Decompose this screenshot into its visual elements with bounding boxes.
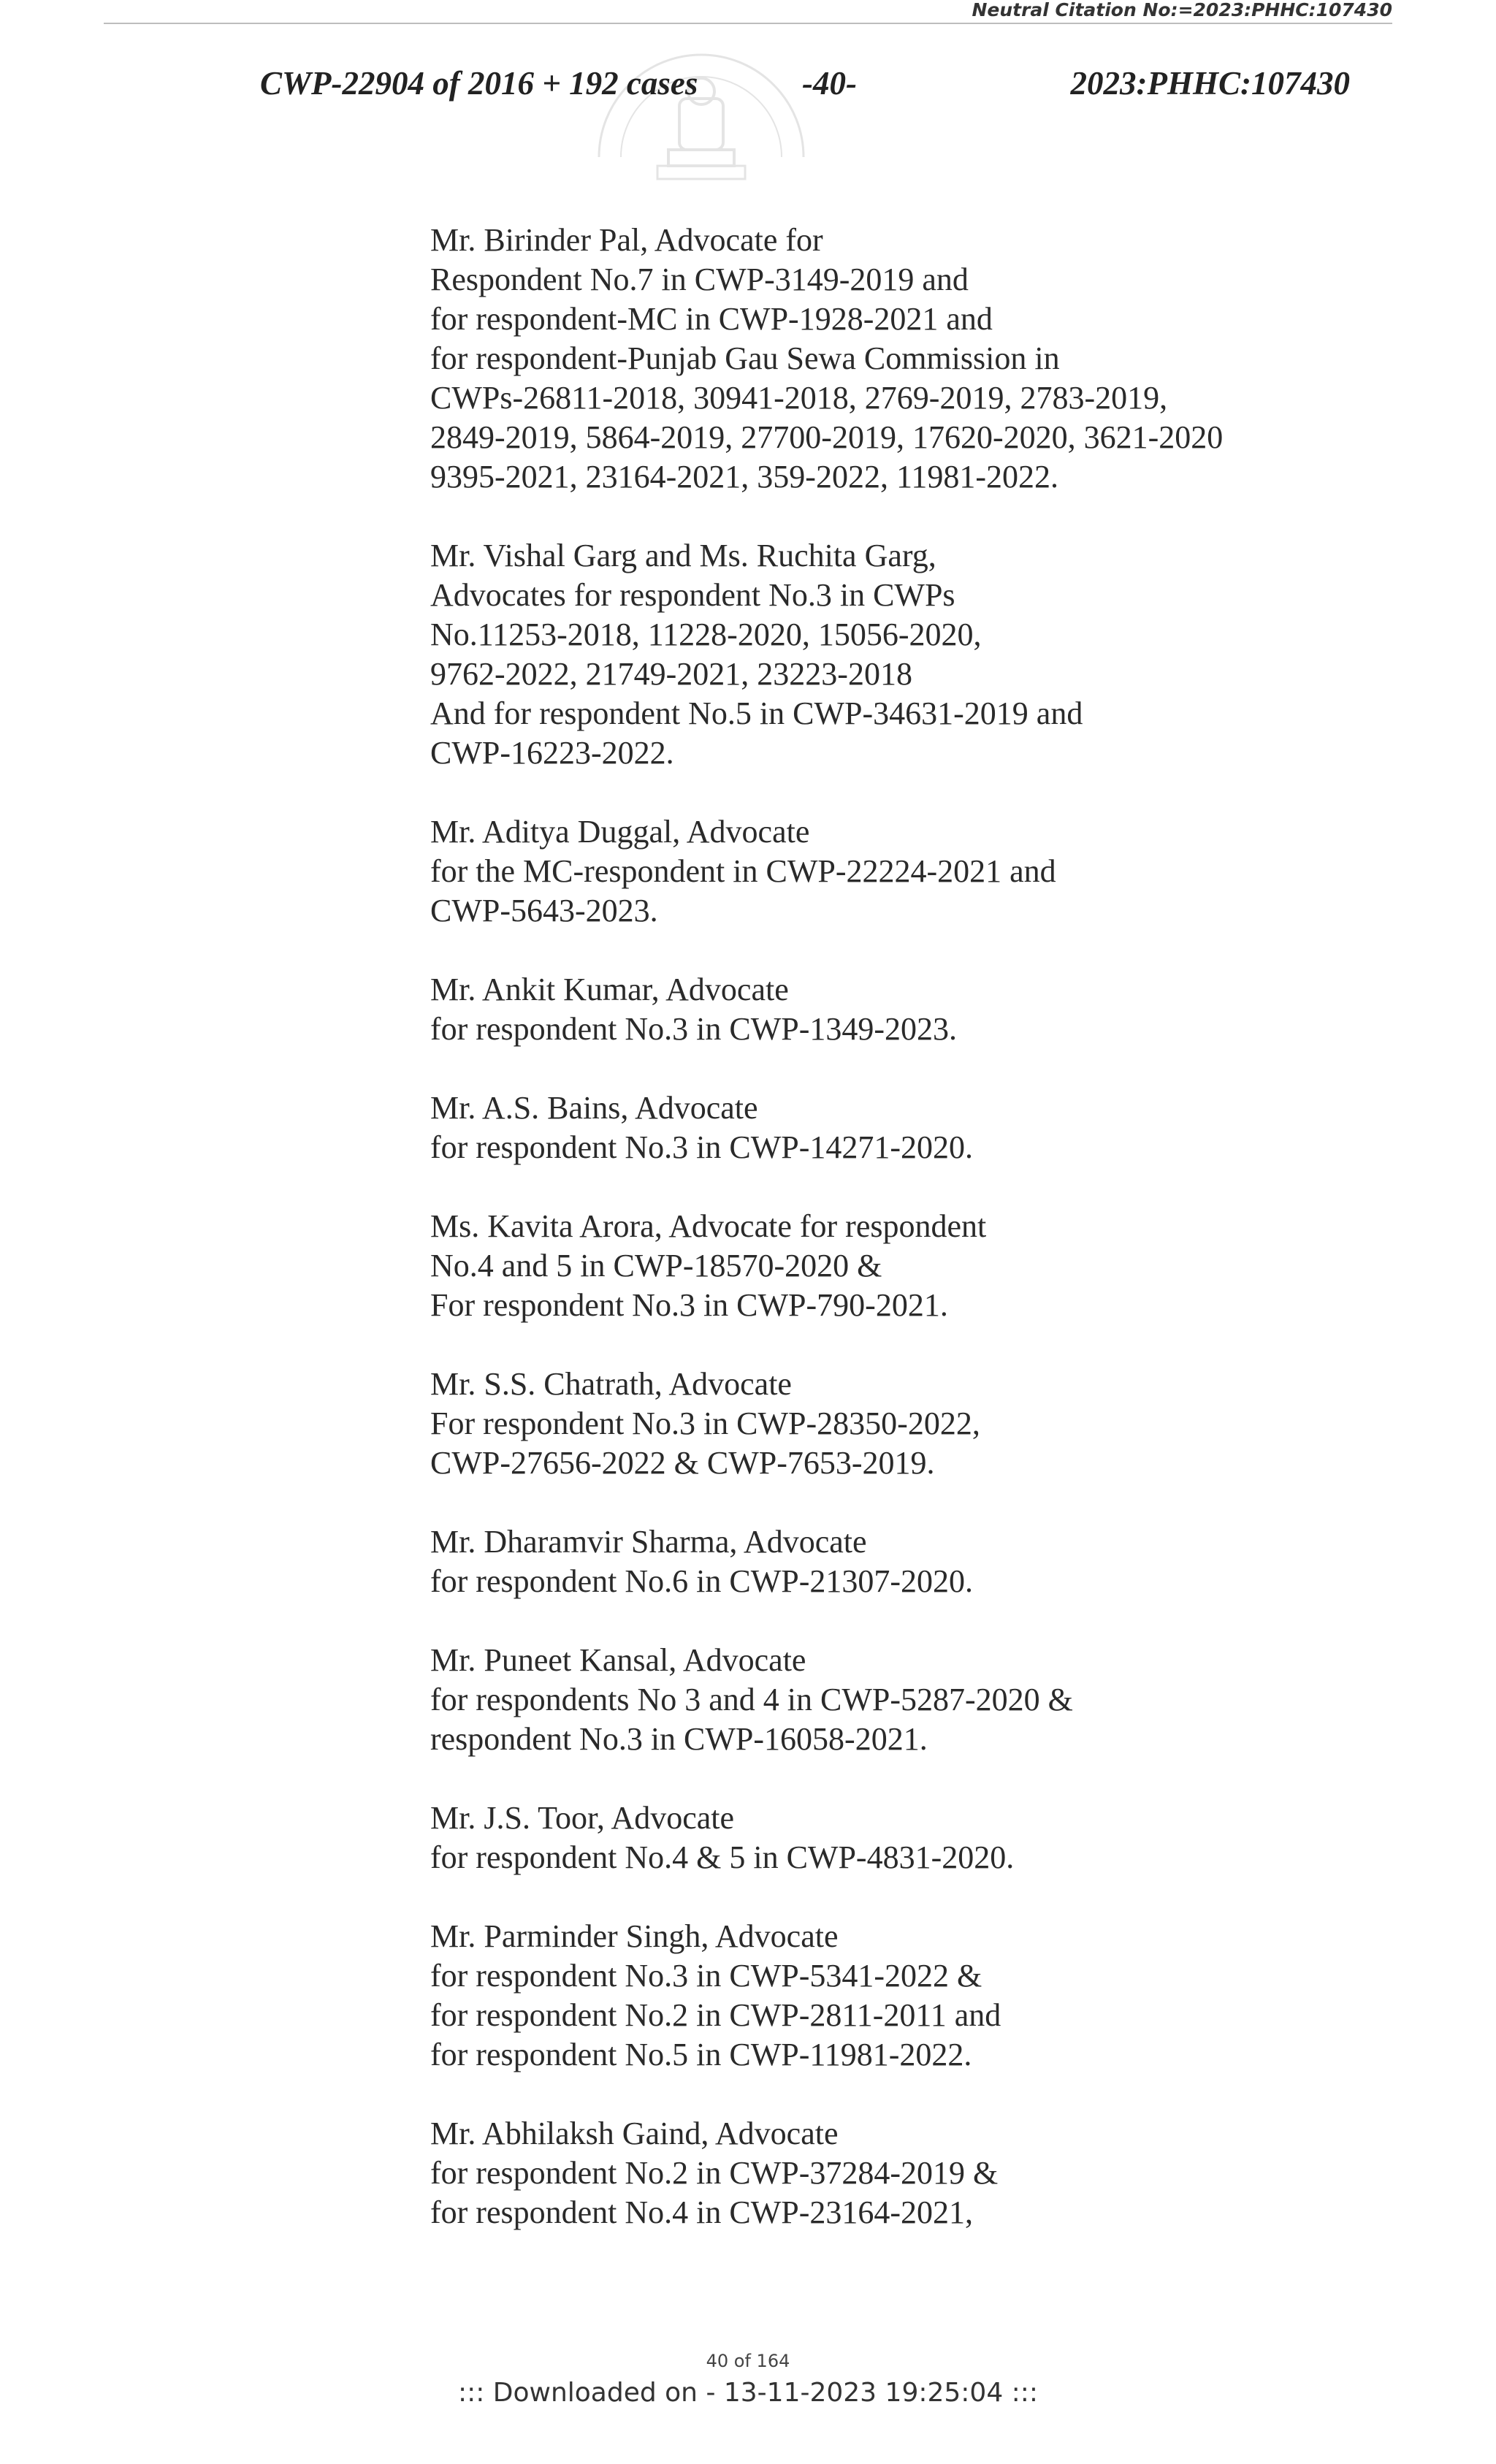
counsel-entry xyxy=(430,1799,1394,1877)
counsel-appearance-line: Respondent No.7 in CWP-3149-2019 and xyxy=(430,262,969,297)
counsel-appearance-line: for respondent No.5 in CWP-11981-2022. xyxy=(430,2037,972,2072)
counsel-appearance-line: for respondent No.3 in CWP-5341-2022 & xyxy=(430,1958,982,1994)
counsel-entry xyxy=(430,1207,1394,1325)
counsel-appearance-line: for respondents No 3 and 4 in CWP-5287-2020 & xyxy=(430,1682,1073,1717)
counsel-appearance-line: For respondent No.3 in CWP-28350-2022, xyxy=(430,1405,980,1441)
counsel-entry xyxy=(430,1365,1394,1483)
counsel-appearance-line: for the MC-respondent in CWP-22224-2021 and xyxy=(430,853,1056,889)
counsel-name-line: Mr. Birinder Pal, Advocate for xyxy=(430,222,823,258)
counsel-entry xyxy=(430,812,1394,931)
counsel-name-line: Mr. J.S. Toor, Advocate xyxy=(430,1800,735,1836)
counsel-entry xyxy=(430,1088,1394,1167)
counsel-appearance-line: for respondent No.2 in CWP-37284-2019 & xyxy=(430,2155,999,2191)
counsel-appearance-line: 9762-2022, 21749-2021, 23223-2018 xyxy=(430,656,912,692)
counsel-name-line: Mr. Dharamvir Sharma, Advocate xyxy=(430,1524,867,1560)
counsel-appearance-line: For respondent No.3 in CWP-790-2021. xyxy=(430,1287,948,1323)
counsel-appearance-line: for respondent No.3 in CWP-1349-2023. xyxy=(430,1011,958,1047)
counsel-appearance-line: for respondent-Punjab Gau Sewa Commission in xyxy=(430,340,1060,376)
counsel-entry xyxy=(430,970,1394,1049)
counsel-entry xyxy=(430,1522,1394,1601)
counsel-appearance-line: for respondent No.3 in CWP-14271-2020. xyxy=(430,1129,974,1165)
page-counter: 40 of 164 xyxy=(706,2351,790,2371)
header-case-number: CWP-22904 of 2016 + 192 cases xyxy=(260,65,698,102)
header-page-marker: -40- xyxy=(802,65,857,102)
counsel-appearance-line: CWP-27656-2022 & CWP-7653-2019. xyxy=(430,1445,935,1481)
counsel-appearance-line: for respondent No.4 in CWP-23164-2021, xyxy=(430,2194,974,2230)
court-emblem-watermark-icon xyxy=(555,47,847,223)
counsel-appearance-line: No.11253-2018, 11228-2020, 15056-2020, xyxy=(430,617,982,652)
counsel-appearance-line: for respondent No.4 & 5 in CWP-4831-2020. xyxy=(430,1839,1015,1875)
counsel-name-line: Mr. Puneet Kansal, Advocate xyxy=(430,1642,806,1678)
counsel-appearance-line: for respondent No.2 in CWP-2811-2011 and xyxy=(430,1997,1001,2033)
counsel-name-line: Mr. Parminder Singh, Advocate xyxy=(430,1918,839,1954)
counsel-appearance-line: No.4 and 5 in CWP-18570-2020 & xyxy=(430,1248,882,1284)
counsel-appearance-line: for respondent No.6 in CWP-21307-2020. xyxy=(430,1563,974,1599)
download-stamp: ::: Downloaded on - 13-11-2023 19:25:04 ::: xyxy=(457,2378,1039,2408)
counsel-appearance-line: CWPs-26811-2018, 30941-2018, 2769-2019, 2783-2019, xyxy=(430,380,1168,416)
counsel-name-line: Mr. S.S. Chatrath, Advocate xyxy=(430,1366,792,1402)
counsel-appearance-line: Advocates for respondent No.3 in CWPs xyxy=(430,577,955,613)
counsel-name-line: Mr. A.S. Bains, Advocate xyxy=(430,1090,758,1126)
counsel-name-line: Mr. Aditya Duggal, Advocate xyxy=(430,814,810,850)
neutral-citation: Neutral Citation No:=2023:PHHC:107430 xyxy=(972,0,1392,20)
counsel-appearance-line: for respondent-MC in CWP-1928-2021 and xyxy=(430,301,993,337)
counsel-entry xyxy=(430,536,1394,773)
counsel-entry xyxy=(430,1641,1394,1759)
counsel-appearance-line: CWP-16223-2022. xyxy=(430,735,674,771)
counsel-name-line: Mr. Ankit Kumar, Advocate xyxy=(430,972,789,1007)
counsel-name-line: Ms. Kavita Arora, Advocate for respondent xyxy=(430,1208,987,1244)
top-rule xyxy=(104,23,1392,24)
counsel-name-line: Mr. Vishal Garg and Ms. Ruchita Garg, xyxy=(430,538,936,573)
counsel-list xyxy=(430,221,1394,2272)
counsel-appearance-line: 9395-2021, 23164-2021, 359-2022, 11981-2022. xyxy=(430,459,1058,495)
counsel-appearance-line: CWP-5643-2023. xyxy=(430,893,658,928)
counsel-appearance-line: And for respondent No.5 in CWP-34631-2019 and xyxy=(430,695,1083,731)
counsel-entry xyxy=(430,2114,1394,2232)
counsel-entry xyxy=(430,1917,1394,2075)
header-citation: 2023:PHHC:107430 xyxy=(1070,65,1350,102)
counsel-appearance-line: 2849-2019, 5864-2019, 27700-2019, 17620-2020, 3621-2020 xyxy=(430,419,1224,455)
counsel-appearance-line: respondent No.3 in CWP-16058-2021. xyxy=(430,1721,928,1757)
counsel-entry xyxy=(430,221,1394,497)
counsel-name-line: Mr. Abhilaksh Gaind, Advocate xyxy=(430,2116,839,2151)
